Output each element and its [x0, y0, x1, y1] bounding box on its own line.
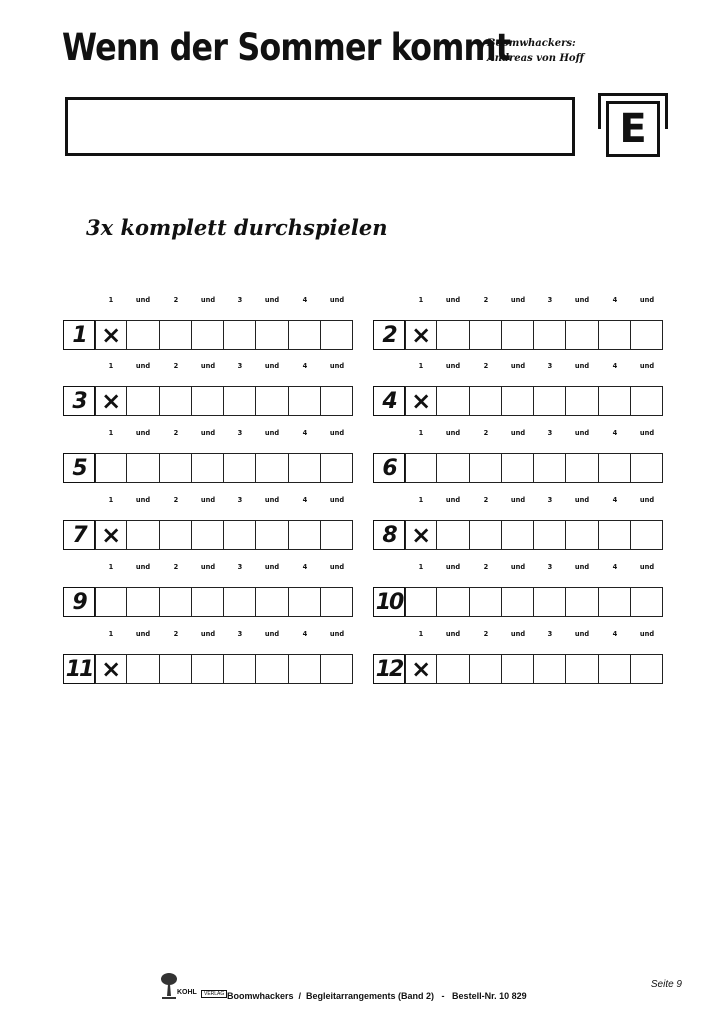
beat-cell[interactable] [192, 453, 224, 483]
beat-label: und [639, 429, 654, 437]
beat-label: 4 [612, 429, 617, 437]
beat-cell[interactable] [470, 654, 502, 684]
beat-cell[interactable] [127, 520, 159, 550]
credit-block [487, 36, 584, 66]
measure-number: 9 [63, 587, 95, 617]
beat-cell[interactable] [160, 453, 192, 483]
measure-7 [63, 494, 353, 552]
beat-cell[interactable] [95, 654, 127, 684]
beat-label: und [510, 630, 525, 638]
beat-label: und [329, 429, 344, 437]
measure-number: 6 [373, 453, 405, 483]
beat-cell[interactable] [127, 386, 159, 416]
beat-cell[interactable] [95, 520, 127, 550]
beat-cell[interactable] [160, 520, 192, 550]
beat-label: und [446, 296, 461, 304]
beat-cell[interactable] [502, 587, 534, 617]
beat-cell[interactable] [321, 587, 353, 617]
beat-label: 1 [418, 429, 424, 437]
beat-label: und [329, 362, 344, 370]
measure-2 [373, 294, 663, 352]
beat-labels [373, 427, 663, 439]
beat-cell[interactable] [321, 453, 353, 483]
beat-label: 4 [302, 429, 307, 437]
beat-cells [95, 386, 353, 416]
beat-labels [63, 360, 353, 372]
beat-label: und [200, 362, 215, 370]
measure-6 [373, 427, 663, 485]
beat-cell[interactable] [599, 320, 631, 350]
beat-cell[interactable] [502, 520, 534, 550]
beat-labels [373, 494, 663, 506]
beat-label: 1 [418, 630, 424, 638]
page-number: Seite 9 [650, 979, 682, 990]
beat-cells [95, 320, 353, 350]
measure-number: 7 [63, 520, 95, 550]
beat-labels [63, 294, 353, 306]
beat-label: und [329, 296, 344, 304]
beat-cell[interactable] [224, 654, 256, 684]
beat-cell[interactable] [534, 587, 566, 617]
beat-cell[interactable] [95, 386, 127, 416]
beat-label: und [510, 362, 525, 370]
beat-label: 3 [237, 630, 243, 638]
beat-cell[interactable] [405, 386, 437, 416]
measure-12 [373, 628, 663, 686]
beat-cell[interactable] [256, 587, 288, 617]
beat-cell[interactable] [321, 520, 353, 550]
beat-cell[interactable] [405, 654, 437, 684]
beat-cell[interactable] [95, 320, 127, 350]
beat-label: und [446, 496, 461, 504]
beat-label: und [510, 563, 525, 571]
beat-label: und [200, 630, 215, 638]
beat-label: 1 [418, 362, 424, 370]
beat-label: und [639, 563, 654, 571]
beat-cell[interactable] [437, 587, 469, 617]
beat-cell[interactable] [502, 386, 534, 416]
measure-9 [63, 561, 353, 619]
cross-mark: × [101, 387, 122, 415]
beat-cell[interactable] [437, 386, 469, 416]
beat-label: und [136, 496, 151, 504]
beat-cell[interactable] [534, 386, 566, 416]
beat-label: 4 [612, 362, 617, 370]
beat-labels [373, 294, 663, 306]
measure-number: 1 [63, 320, 95, 350]
beat-label: und [575, 563, 590, 571]
beat-label: 4 [612, 563, 617, 571]
measure-number: 4 [373, 386, 405, 416]
beat-label: 4 [302, 630, 307, 638]
beat-cells [405, 386, 663, 416]
beat-cell[interactable] [566, 520, 598, 550]
beat-cells [95, 654, 353, 684]
beat-cell[interactable] [289, 520, 321, 550]
beat-label: und [136, 362, 151, 370]
beat-label: und [446, 630, 461, 638]
beat-cell[interactable] [192, 386, 224, 416]
beat-label: 2 [173, 362, 178, 370]
beat-cell[interactable] [224, 320, 256, 350]
beat-cell[interactable] [502, 453, 534, 483]
beat-label: 4 [612, 496, 617, 504]
measure-11 [63, 628, 353, 686]
beat-cell[interactable] [534, 320, 566, 350]
beat-label: 4 [612, 630, 617, 638]
beat-label: und [639, 362, 654, 370]
beat-label: und [200, 296, 215, 304]
beat-label: 1 [418, 563, 424, 571]
beat-label: 1 [108, 296, 114, 304]
measure-4 [373, 360, 663, 418]
beat-label: und [575, 630, 590, 638]
page-title: Wenn der Sommer kommt [62, 26, 511, 69]
cross-mark: × [411, 387, 432, 415]
beat-cell[interactable] [224, 386, 256, 416]
beat-cell[interactable] [437, 453, 469, 483]
measure-number: 3 [63, 386, 95, 416]
beat-cell[interactable] [127, 587, 159, 617]
cross-mark: × [101, 321, 122, 349]
cross-mark: × [101, 655, 122, 683]
publisher-logo-word: KOHL [177, 989, 197, 996]
beat-cell[interactable] [470, 520, 502, 550]
beat-cell[interactable] [160, 386, 192, 416]
beat-cells [405, 320, 663, 350]
beat-labels [63, 628, 353, 640]
beat-label: 4 [612, 296, 617, 304]
credit-line-2: Andreas von Hoff [487, 53, 584, 64]
beat-cell[interactable] [631, 520, 663, 550]
beat-label: 3 [237, 496, 243, 504]
beat-cell[interactable] [631, 320, 663, 350]
beat-cell[interactable] [160, 654, 192, 684]
beat-label: 3 [547, 296, 553, 304]
beat-cell[interactable] [437, 320, 469, 350]
beat-cell[interactable] [256, 654, 288, 684]
beat-label: 3 [237, 296, 243, 304]
beat-cell[interactable] [470, 453, 502, 483]
section-letter-box [598, 93, 668, 165]
beat-cell[interactable] [437, 520, 469, 550]
beat-cell[interactable] [470, 587, 502, 617]
measure-1 [63, 294, 353, 352]
measure-8 [373, 494, 663, 552]
beat-cell[interactable] [405, 320, 437, 350]
beat-cell[interactable] [289, 587, 321, 617]
beat-label: 2 [483, 630, 488, 638]
beat-cell[interactable] [566, 654, 598, 684]
beat-label: 1 [108, 630, 114, 638]
beat-label: 2 [483, 496, 488, 504]
beat-cell[interactable] [192, 587, 224, 617]
beat-label: 3 [547, 563, 553, 571]
section-letter: E [606, 101, 660, 157]
beat-cell[interactable] [566, 320, 598, 350]
beat-cells [405, 520, 663, 550]
credit-line-1: Boomwhackers: [487, 38, 576, 49]
beat-cell[interactable] [224, 587, 256, 617]
measure-5 [63, 427, 353, 485]
beat-cell[interactable] [502, 654, 534, 684]
beat-label: 3 [547, 362, 553, 370]
beat-label: 4 [302, 362, 307, 370]
beat-label: 3 [547, 429, 553, 437]
beat-label: und [329, 496, 344, 504]
beat-label: und [200, 563, 215, 571]
beat-cell[interactable] [631, 386, 663, 416]
beat-label: und [265, 296, 280, 304]
beat-label: und [575, 296, 590, 304]
beat-label: und [265, 630, 280, 638]
beat-cell[interactable] [631, 453, 663, 483]
beat-label: 4 [302, 563, 307, 571]
beat-label: 3 [237, 362, 243, 370]
beat-label: 1 [108, 429, 114, 437]
beat-cell[interactable] [160, 320, 192, 350]
beat-cell[interactable] [95, 453, 127, 483]
beat-labels [373, 561, 663, 573]
beat-cell[interactable] [599, 587, 631, 617]
beat-cell[interactable] [599, 453, 631, 483]
beat-cell[interactable] [127, 654, 159, 684]
cross-mark: × [101, 521, 122, 549]
beat-label: 2 [483, 429, 488, 437]
beat-cells [405, 654, 663, 684]
beat-cell[interactable] [289, 320, 321, 350]
beat-cell[interactable] [631, 654, 663, 684]
beat-cells [405, 587, 663, 617]
beat-cell[interactable] [437, 654, 469, 684]
beat-cells [95, 453, 353, 483]
beat-cell[interactable] [321, 320, 353, 350]
beat-label: und [136, 296, 151, 304]
beat-label: und [575, 496, 590, 504]
measure-number: 10 [373, 587, 405, 617]
beat-cell[interactable] [534, 520, 566, 550]
beat-label: und [265, 362, 280, 370]
beat-label: und [200, 429, 215, 437]
cross-mark: × [411, 321, 432, 349]
beat-label: und [446, 563, 461, 571]
beat-label: und [136, 630, 151, 638]
beat-label: und [200, 496, 215, 504]
beat-labels [63, 494, 353, 506]
beat-cell[interactable] [405, 453, 437, 483]
beat-cell[interactable] [321, 386, 353, 416]
measure-number: 2 [373, 320, 405, 350]
beat-cell[interactable] [224, 453, 256, 483]
measure-number: 8 [373, 520, 405, 550]
beat-label: und [265, 429, 280, 437]
beat-labels [373, 628, 663, 640]
beat-cell[interactable] [127, 453, 159, 483]
beat-label: 2 [173, 496, 178, 504]
beat-label: 2 [173, 296, 178, 304]
beat-cells [95, 520, 353, 550]
beat-label: 4 [302, 496, 307, 504]
measure-number: 11 [63, 654, 95, 684]
publisher-logo [159, 972, 225, 1000]
publisher-logo-sub: VERLAG [201, 990, 227, 998]
beat-cell[interactable] [502, 320, 534, 350]
beat-cell[interactable] [599, 386, 631, 416]
beat-label: und [329, 563, 344, 571]
beat-label: 3 [547, 630, 553, 638]
beat-label: 1 [108, 496, 114, 504]
beat-cells [405, 453, 663, 483]
beat-cell[interactable] [289, 453, 321, 483]
beat-label: 3 [237, 563, 243, 571]
instruction-text: 3x komplett durchspielen [86, 215, 388, 240]
beat-cell[interactable] [192, 654, 224, 684]
beat-label: und [446, 362, 461, 370]
beat-cell[interactable] [599, 654, 631, 684]
beat-label: 4 [302, 296, 307, 304]
beat-label: 2 [483, 362, 488, 370]
cross-mark: × [411, 521, 432, 549]
tree-icon [159, 972, 179, 1000]
beat-cell[interactable] [160, 587, 192, 617]
beat-label: und [639, 630, 654, 638]
beat-label: 2 [173, 563, 178, 571]
beat-cell[interactable] [256, 386, 288, 416]
beat-label: und [265, 563, 280, 571]
beat-label: und [329, 630, 344, 638]
beat-cell[interactable] [192, 520, 224, 550]
beat-label: und [575, 362, 590, 370]
beat-cell[interactable] [470, 386, 502, 416]
beat-cell[interactable] [470, 320, 502, 350]
beat-cell[interactable] [534, 453, 566, 483]
beat-label: und [136, 563, 151, 571]
beat-cell[interactable] [566, 386, 598, 416]
beat-label: und [575, 429, 590, 437]
beat-label: und [265, 496, 280, 504]
beat-cell[interactable] [599, 520, 631, 550]
beat-label: 3 [547, 496, 553, 504]
measure-10 [373, 561, 663, 619]
beat-label: 1 [418, 296, 424, 304]
beat-cell[interactable] [256, 320, 288, 350]
beat-cell[interactable] [566, 453, 598, 483]
beat-label: und [510, 429, 525, 437]
beat-label: und [639, 496, 654, 504]
beat-cell[interactable] [256, 453, 288, 483]
beat-cell[interactable] [321, 654, 353, 684]
beat-labels [63, 561, 353, 573]
beat-label: 1 [108, 563, 114, 571]
beat-label: 2 [483, 296, 488, 304]
beat-label: 2 [173, 630, 178, 638]
beat-label: und [136, 429, 151, 437]
beat-cell[interactable] [631, 587, 663, 617]
measure-3 [63, 360, 353, 418]
beat-labels [63, 427, 353, 439]
name-box [65, 97, 575, 156]
beat-label: 2 [173, 429, 178, 437]
footer-text: Boomwhackers / Begleitarrangements (Band 2) - Bestell-Nr. 10 829 [227, 991, 527, 1001]
beat-cell[interactable] [289, 386, 321, 416]
beat-label: und [446, 429, 461, 437]
measure-number: 5 [63, 453, 95, 483]
beat-label: 1 [108, 362, 114, 370]
beat-cell[interactable] [566, 587, 598, 617]
beat-cell[interactable] [224, 520, 256, 550]
beat-cells [95, 587, 353, 617]
beat-cell[interactable] [127, 320, 159, 350]
beat-labels [373, 360, 663, 372]
cross-mark: × [411, 655, 432, 683]
beat-cell[interactable] [405, 587, 437, 617]
beat-label: 2 [483, 563, 488, 571]
beat-cell[interactable] [192, 320, 224, 350]
measure-number: 12 [373, 654, 405, 684]
beat-label: 3 [237, 429, 243, 437]
beat-cell[interactable] [534, 654, 566, 684]
beat-label: und [510, 296, 525, 304]
beat-label: 1 [418, 496, 424, 504]
beat-cell[interactable] [95, 587, 127, 617]
beat-label: und [639, 296, 654, 304]
beat-label: und [510, 496, 525, 504]
beat-cell[interactable] [289, 654, 321, 684]
beat-cell[interactable] [405, 520, 437, 550]
beat-cell[interactable] [256, 520, 288, 550]
